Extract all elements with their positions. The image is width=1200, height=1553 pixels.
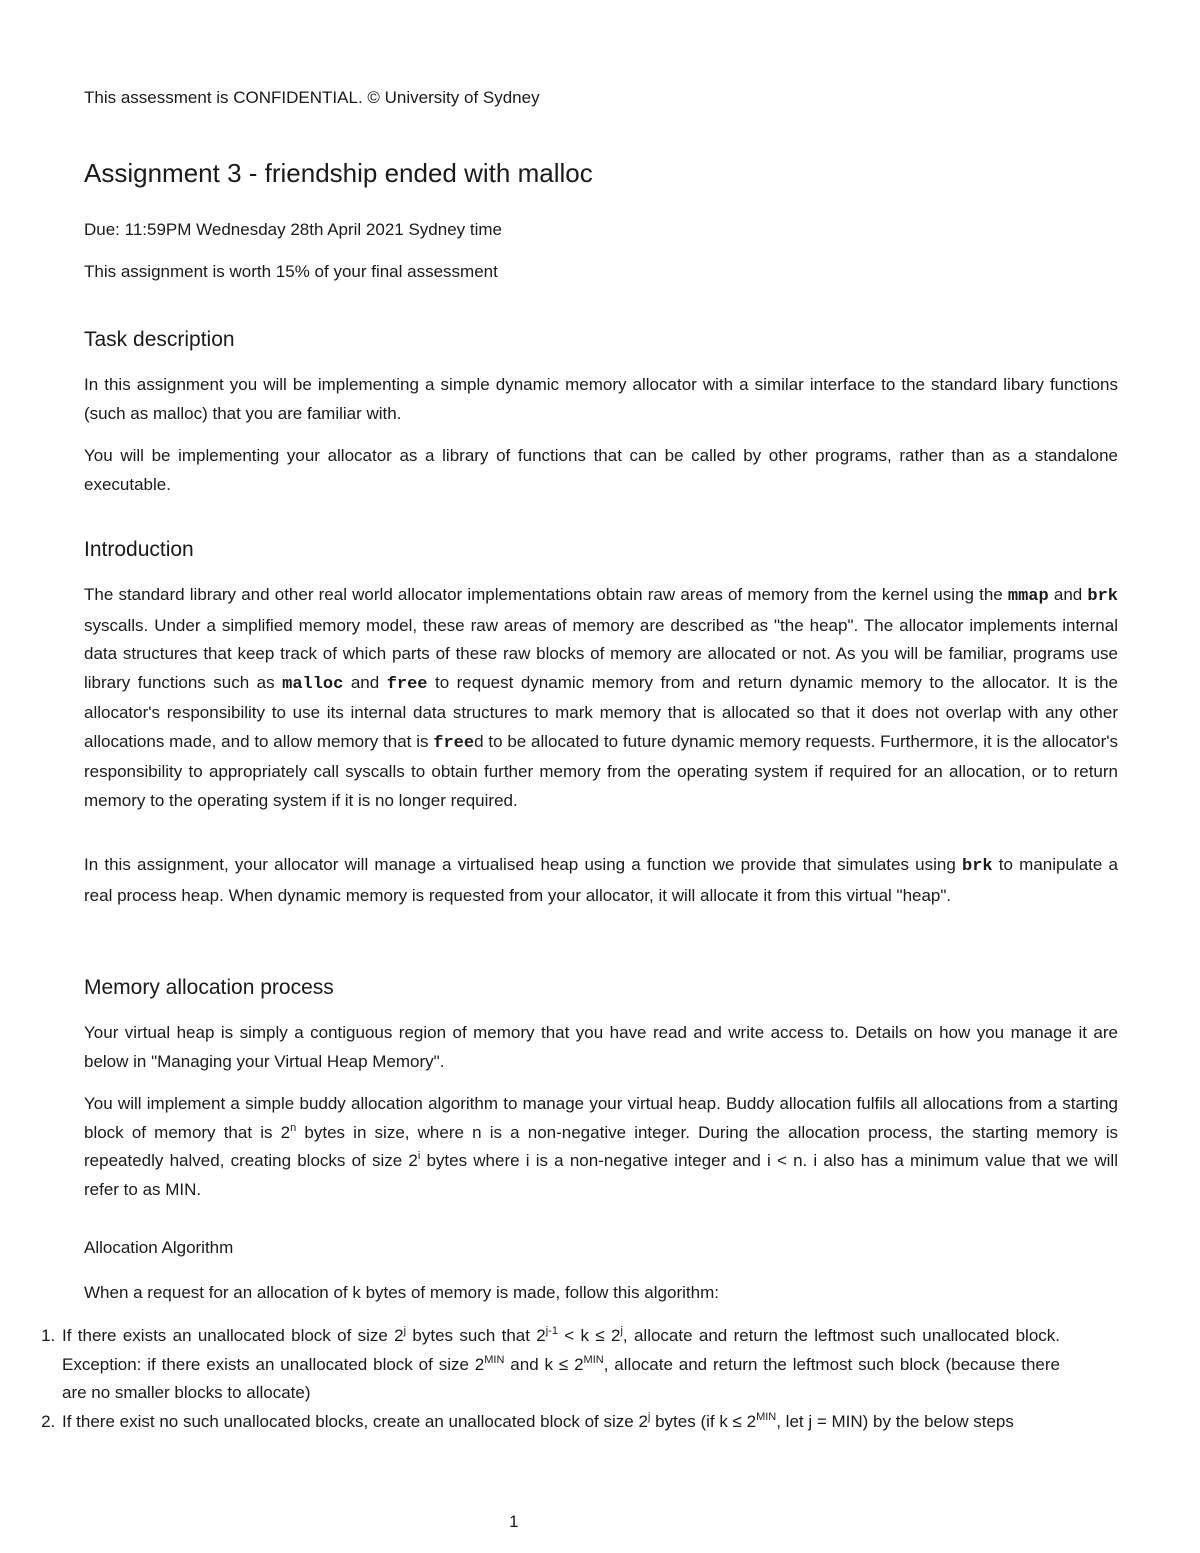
due-date: Due: 11:59PM Wednesday 28th April 2021 Sydney time <box>84 220 503 239</box>
introduction-heading: Introduction <box>84 538 194 561</box>
code-free: free <box>386 674 428 694</box>
introduction-paragraph-1: The standard library and other real world allocator implementations obtain raw areas of memory from the kernel using the mmap and brk syscalls. Under a simplified memory model, these raw areas of memory are described as "the heap". The allocator implements internal data structures that keep track of which parts of these raw blocks of memory are allocated or not. As you will be familiar, programs use library functions such as malloc and free to request dynamic memory from and return dynamic memory to the allocator. It is the allocator's responsibility to use its internal data structures to mark memory that is allocated so that it does not overlap with any other allocations made, and to allow memory that is freed to be allocated to future dynamic memory requests. Furthermore, it is the allocator's responsibility to appropriately call syscalls to obtain further memory from the operating system if required for an allocation, or to return memory to the operating system if it is no longer required. <box>84 585 1119 810</box>
algorithm-step-2: 2. If there exist no such unallocated blocks, create an unallocated block of size 2$^j$ bytes (if $k \le 2^{MIN}$, let j = MIN) by the below steps <box>60 1408 1060 1437</box>
memory-allocation-paragraph-2: You will implement a simple buddy allocation algorithm to manage your virtual heap. Buddy allocation fulfils all allocations from a starting block of memory that is 2$^n$ bytes in size, where n is a non-negative integer. During the allocation process, the starting memory is repeatedly halved, creating blocks of size 2$^i$ bytes where i is a non-negative integer and i < n. i also has a minimum value that we will refer to as MIN. <box>84 1094 1119 1199</box>
document-page <box>84 0 1118 1553</box>
document-title: Assignment 3 - friendship ended with malloc <box>84 158 593 188</box>
memory-allocation-heading: Memory allocation process <box>84 976 334 999</box>
allocation-algorithm-intro: When a request for an allocation of k bytes of memory is made, follow this algorithm: <box>84 1283 719 1302</box>
code-brk-2: brk <box>962 857 993 876</box>
task-paragraph-2: You will be implementing your allocator as a library of functions that can be called by other programs, rather than as a standalone executable. <box>84 446 1118 494</box>
confidentiality-notice: This assessment is CONFIDENTIAL. © University of Sydney <box>84 88 540 107</box>
task-paragraph-1: In this assignment you will be implementing a simple dynamic memory allocator with a similar interface to the standard libary functions (such as malloc) that you are familiar with. <box>84 375 1118 423</box>
page-number: 1 <box>509 1512 519 1531</box>
algorithm-steps-list <box>34 1322 1060 1436</box>
code-brk: brk <box>1087 587 1119 606</box>
allocation-algorithm-heading: Allocation Algorithm <box>84 1238 234 1257</box>
assessment-weight: This assignment is worth 15% of your final assessment <box>84 262 498 281</box>
code-malloc: malloc <box>282 674 344 694</box>
code-freed: free <box>433 733 475 753</box>
code-mmap: mmap <box>1007 587 1049 606</box>
algorithm-step-1: 1. If there exists an unallocated block of size 2$^j$ bytes such that $2^{j-1} < k \le 2^j$, allocate and return the leftmost such unallocated block. Exception: if there exists an unallocated block of size $2^{MIN}$ and $k \le 2^{MIN}$, allocate and return the leftmost such block (because there are no smaller blocks to allocate) <box>60 1322 1060 1408</box>
memory-allocation-paragraph-1: Your virtual heap is simply a contiguous region of memory that you have read and write access to. Details on how you manage it are below in "Managing your Virtual Heap Memory". <box>84 1023 1118 1071</box>
introduction-paragraph-2: In this assignment, your allocator will manage a virtualised heap using a function we provide that simulates using brk to manipulate a real process heap. When dynamic memory is requested from your allocator, it will allocate it from this virtual "heap". <box>84 855 1119 905</box>
task-description-heading: Task description <box>84 328 235 351</box>
